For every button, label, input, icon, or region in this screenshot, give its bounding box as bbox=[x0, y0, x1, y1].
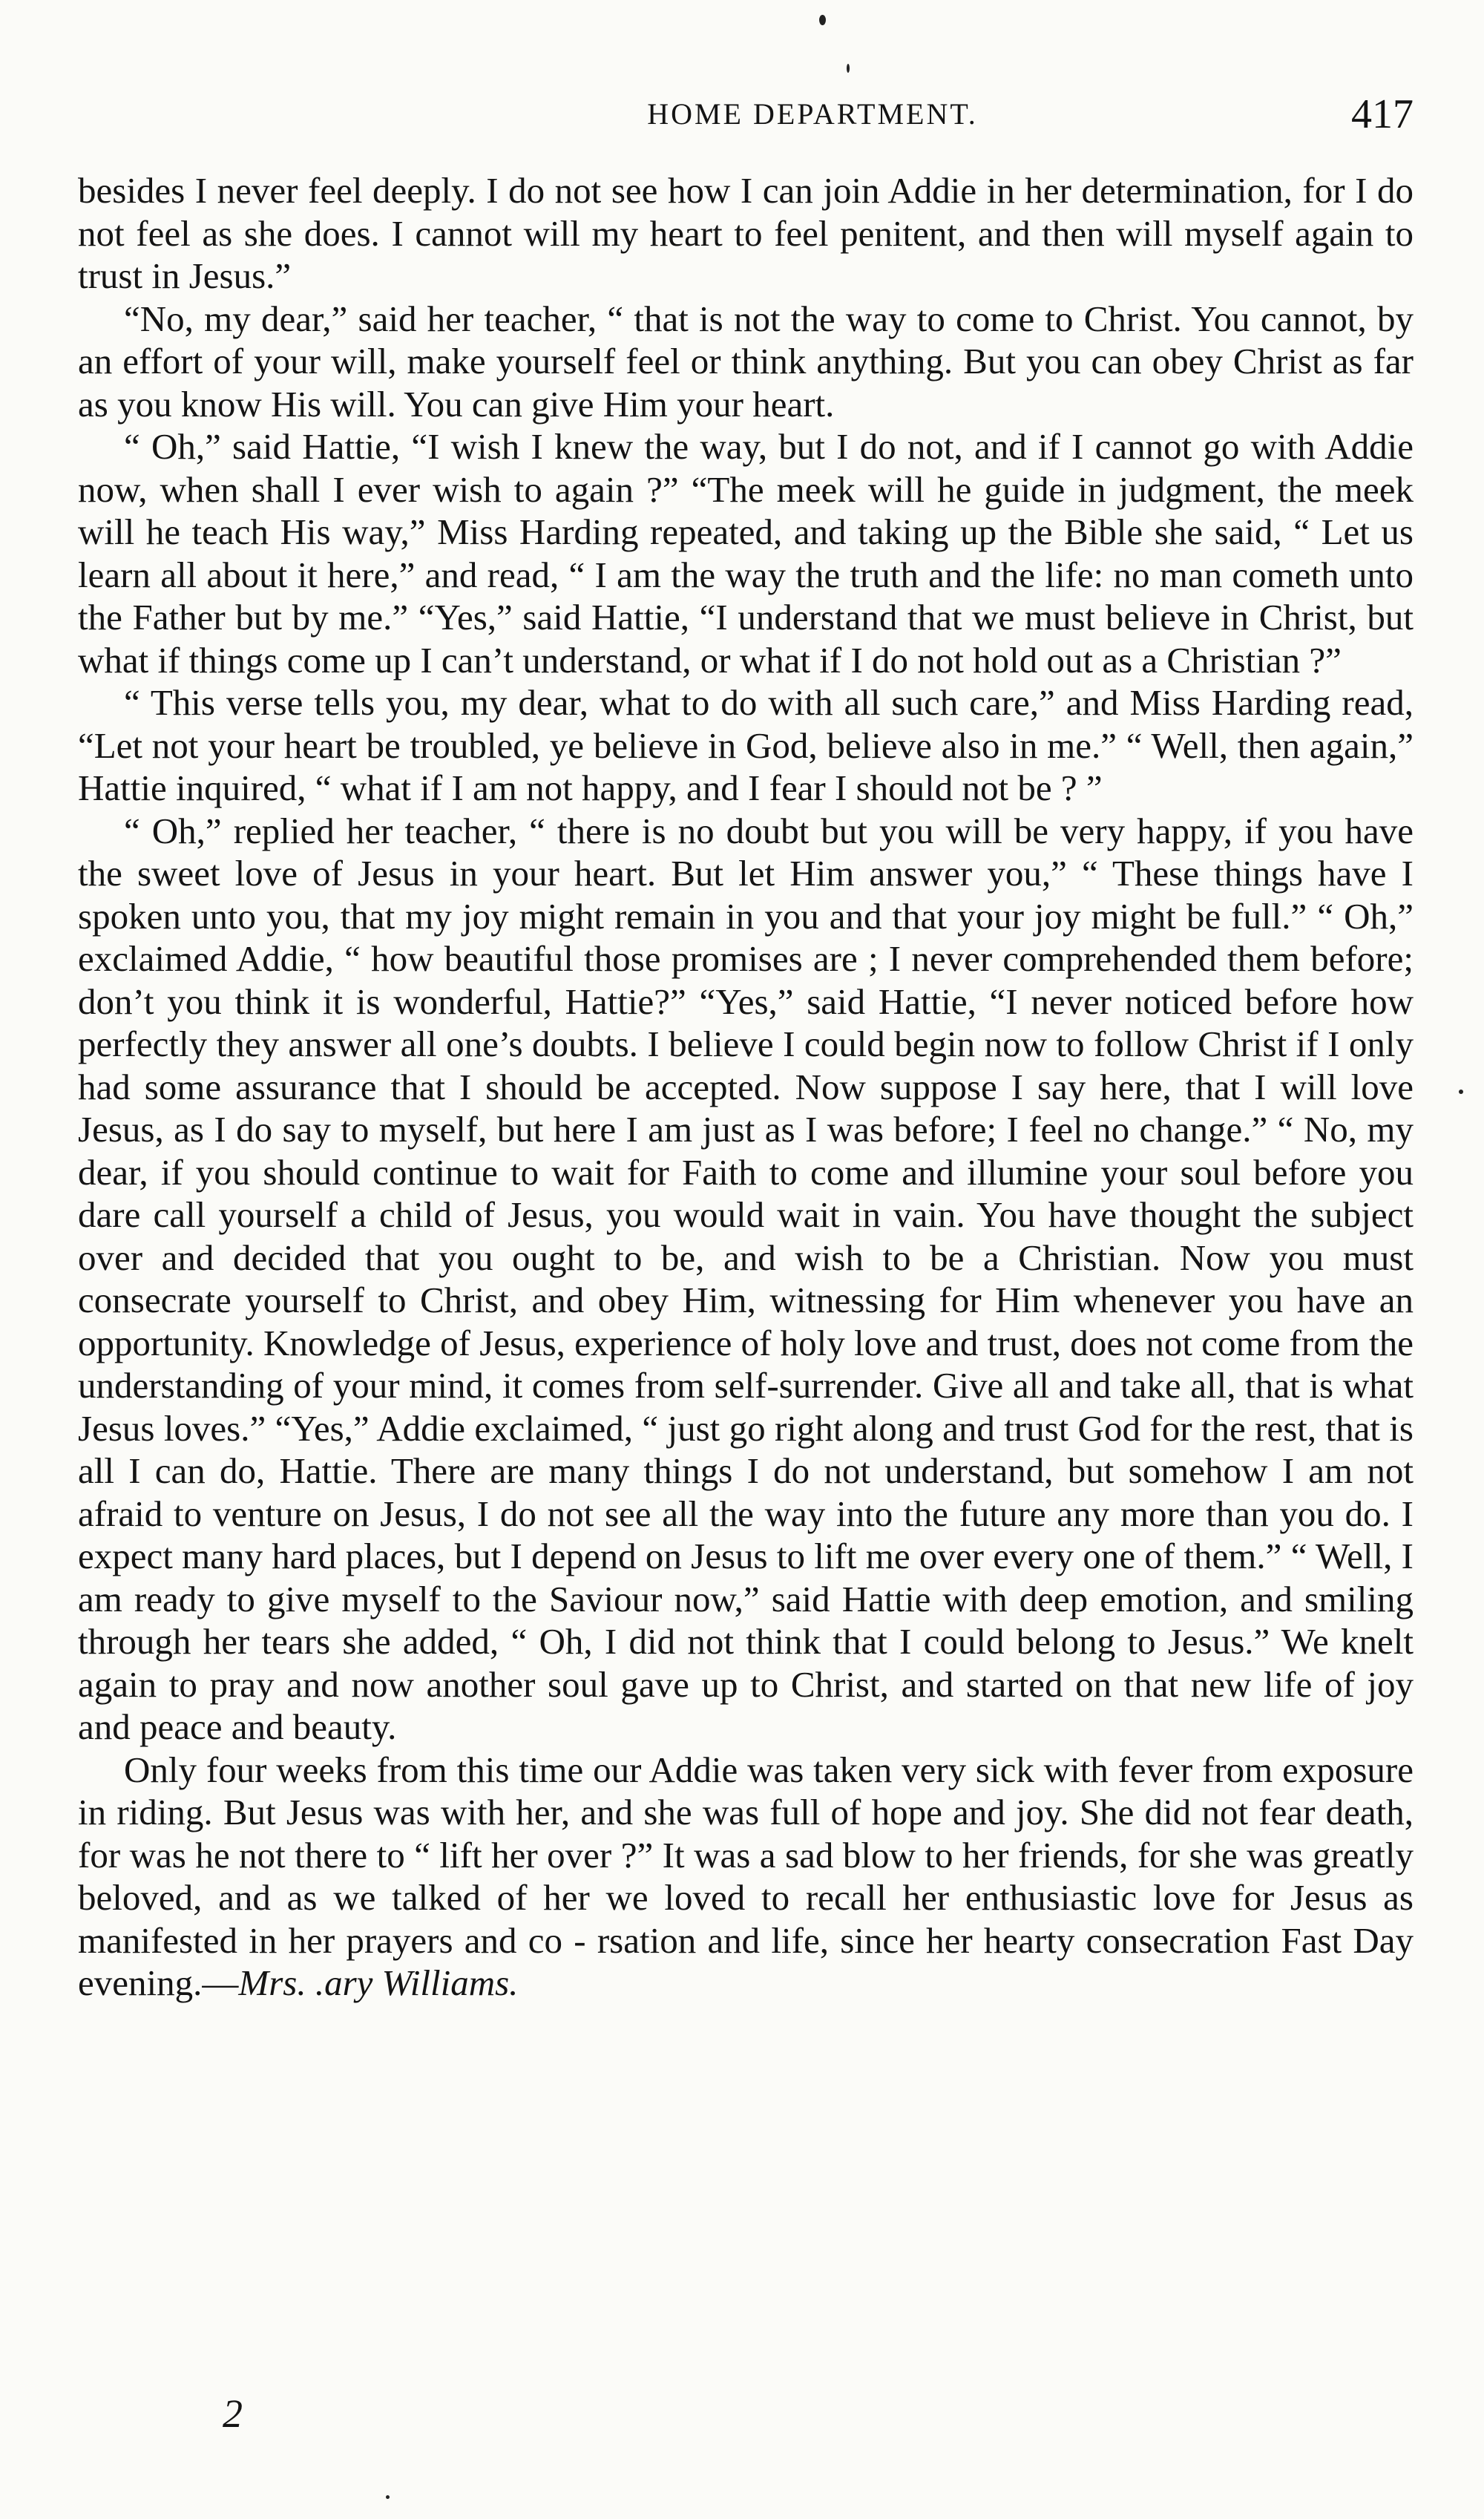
running-head: HOME DEPARTMENT. bbox=[647, 97, 978, 131]
ink-speck bbox=[847, 64, 850, 73]
page-header bbox=[78, 88, 1414, 141]
paragraph: “ This verse tells you, my dear, what to do with all such care,” and Miss Harding read, “Let not your heart be troubled, ye believe in God, believe also in me.” “ Well, then again,” Hattie inquired, “ what if I am not happy, and I fear I should not be ? ” bbox=[78, 682, 1414, 808]
paragraph: “ Oh,” replied her teacher, “ there is no doubt but you will be very happy, if you have the sweet love of Jesus in your heart. But let Him answer you,” “ These things have I spoken unto you, that my joy might remain in you and that your joy might be full.” “ Oh,” exclaimed Addie, “ how beautiful those promises are ; I never comprehended them before; don’t you think it is wonderful, Hattie?” “Yes,” said Hattie, “I never noticed before how perfectly they answer all one’s doubts. I believe I could begin now to follow Christ if I only had some assurance that I should be accepted. Now suppose I say here, that I will love Jesus, as I do say to myself, but here I am just as I was before; I feel no change.” “ No, my dear, if you should continue to wait for Faith to come and illumine your soul before you dare call yourself a child of Jesus, you would wait in vain. You have thought the subject over and decided that you ought to be, and wish to be a Christian. Now you must consecrate yourself to Christ, and obey Him, witnessing for Him whenever you have an opportunity. Knowledge of Jesus, experience of holy love and trust, does not come from the understanding of your mind, it comes from self-surrender. Give all and take all, that is what Jesus loves.” “Yes,” Addie exclaimed, “ just go right along and trust God for the rest, that is all I can do, Hattie. There are many things I do not understand, but somehow I am not afraid to venture on Jesus, I do not see all the way into the future any more than you do. I expect many hard places, but I depend on Jesus to lift me over every one of them.” “ Well, I am ready to give myself to the Saviour now,” said Hattie with deep emotion, and smiling through her tears she added, “ Oh, I did not think that I could belong to Jesus.” We knelt again to pray and now another soul gave up to Christ, and started on that new life of joy and peace and beauty. bbox=[78, 810, 1414, 1747]
signature-mark: 2 bbox=[223, 2391, 243, 2436]
paragraph-text: Only four weeks from this time our Addie was taken very sick with fever from exposure in riding. But Jesus was with her, and she was full of hope and joy. She did not fear death, for was he not there to “ lift her over ?” It was a sad blow to her friends, for she was greatly beloved, and as we talked of her we loved to recall her enthusiastic love for Jesus as manifested in her prayers and co - rsation and life, since her hearty consecration Fast Day evening.— bbox=[78, 1749, 1414, 2003]
ink-speck bbox=[1459, 1090, 1463, 1094]
paragraph: “No, my dear,” said her teacher, “ that is not the way to come to Christ. You cannot, by an effort of your will, make yourself feel or think anything. But you can obey Christ as far as you know His will. You can give Him your heart. bbox=[78, 298, 1414, 425]
paragraph-final bbox=[78, 1749, 1414, 2005]
attribution: Mrs. .ary Williams. bbox=[238, 1962, 519, 2003]
paragraph: “ Oh,” said Hattie, “I wish I knew the way, but I do not, and if I cannot go with Addie now, when shall I ever wish to again ?” “The meek will he guide in judgment, the meek will he teach His way,” Miss Harding repeated, and taking up the Bible she said, “ Let us learn all about it here,” and read, “ I am the way the truth and the life: no man cometh unto the Father but by me.” “Yes,” said Hattie, “I understand that we must believe in Christ, but what if things come up I can’t understand, or what if I do not hold out as a Christian ?” bbox=[78, 426, 1414, 681]
ink-speck bbox=[386, 2495, 390, 2499]
body-text bbox=[78, 169, 1414, 2005]
paragraph: besides I never feel deeply. I do not see how I can join Addie in her determination, for I do not feel as she does. I cannot will my heart to feel penitent, and then will myself again to trust in Jesus.” bbox=[78, 170, 1414, 296]
page-number: 417 bbox=[1351, 91, 1414, 137]
ink-speck bbox=[819, 15, 826, 25]
